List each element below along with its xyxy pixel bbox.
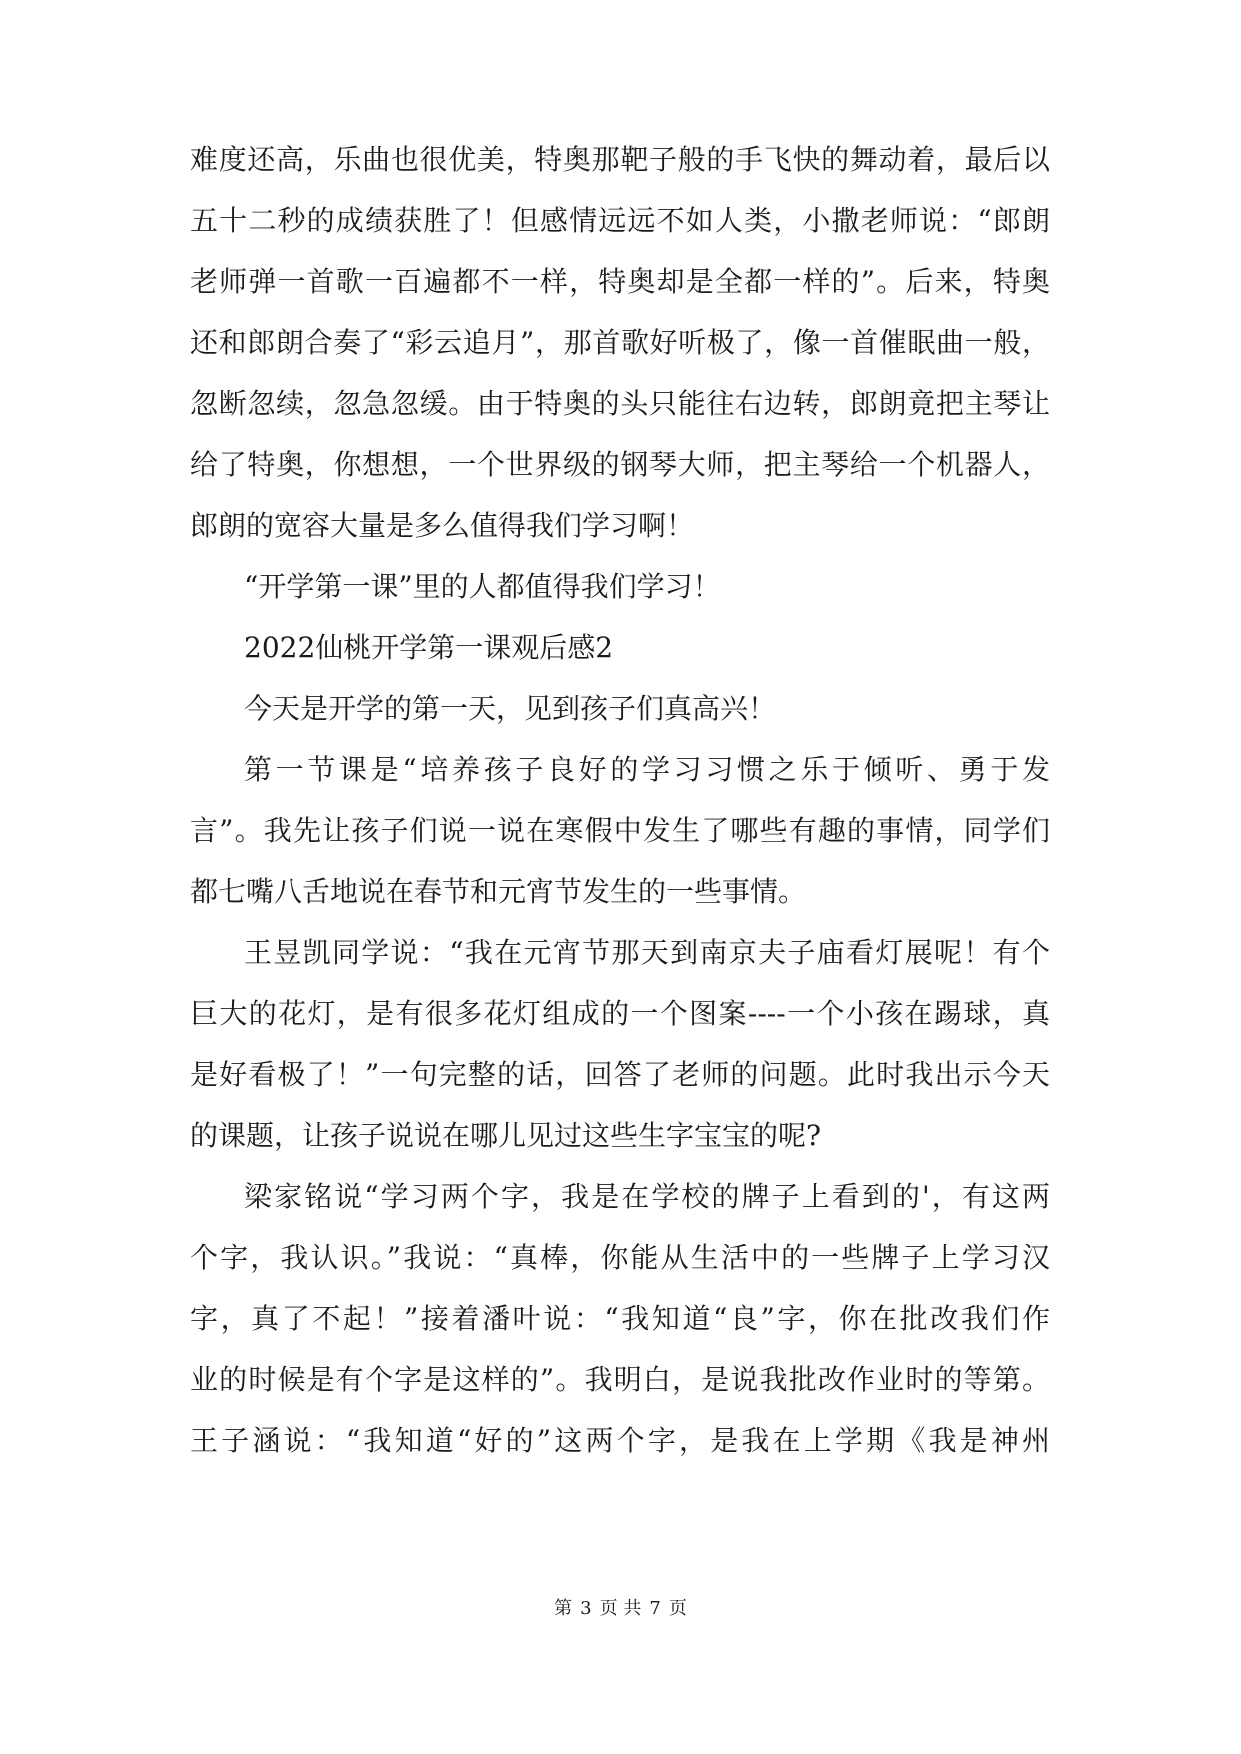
paragraph-line: 今天是开学的第一天，见到孩子们真高兴！ (244, 692, 777, 725)
body-text-line: 业的时候是有个字是这样的”。我明白，是说我批改作业时的等第。 (190, 1363, 1050, 1396)
body-text-line: 忽断忽续，忽急忽缓。由于特奥的头只能往右边转，郎朗竟把主琴让 (190, 387, 1050, 420)
body-text-line: 给了特奥，你想想，一个世界级的钢琴大师，把主琴给一个机器人， (190, 448, 1050, 481)
body-text-line: 五十二秒的成绩获胜了！但感情远远不如人类，小撒老师说：“郎朗 (190, 204, 1050, 237)
body-text-line: 言”。我先让孩子们说一说在寒假中发生了哪些有趣的事情，同学们 (190, 814, 1050, 847)
body-text-line: 巨大的花灯，是有很多花灯组成的一个图案----一个小孩在踢球，真 (190, 997, 1050, 1030)
body-text-line: 是好看极了！”一句完整的话，回答了老师的问题。此时我出示今天 (190, 1058, 1050, 1091)
body-text-line: 字，真了不起！”接着潘叶说：“我知道“良”字，你在批改我们作 (190, 1302, 1050, 1335)
paragraph-line: “开学第一课”里的人都值得我们学习！ (244, 570, 721, 603)
paragraph-line: 第一节课是“培养孩子良好的学习习惯之乐于倾听、勇于发 (244, 753, 1050, 786)
section-heading: 2022仙桃开学第一课观后感2 (244, 631, 614, 664)
body-text-line: 的课题，让孩子说说在哪儿见过这些生字宝宝的呢? (190, 1119, 822, 1152)
body-text-line: 个字，我认识。”我说：“真棒，你能从生活中的一些牌子上学习汉 (190, 1241, 1050, 1274)
page-footer (0, 1597, 1241, 1621)
footer-suffix: 页 (668, 1598, 687, 1619)
footer-middle: 页 共 (599, 1598, 642, 1619)
paragraph-line: 王昱凯同学说：“我在元宵节那天到南京夫子庙看灯展呢！有个 (244, 936, 1050, 969)
page-number: 3 (580, 1598, 592, 1619)
body-text-line: 郎朗的宽容大量是多么值得我们学习啊！ (190, 509, 695, 542)
body-text-line: 难度还高，乐曲也很优美，特奥那靶子般的手飞快的舞动着，最后以 (190, 143, 1050, 176)
footer-prefix: 第 (554, 1598, 573, 1619)
body-text-line: 还和郎朗合奏了“彩云追月”，那首歌好听极了，像一首催眠曲一般， (190, 326, 1050, 359)
body-text-line: 老师弹一首歌一百遍都不一样，特奥却是全都一样的”。后来，特奥 (190, 265, 1050, 298)
paragraph-line: 梁家铭说“学习两个字，我是在学校的牌子上看到的'，有这两 (244, 1180, 1050, 1213)
body-text-line: 王子涵说：“我知道“好的”这两个字，是我在上学期《我是神州 (190, 1424, 1050, 1457)
total-pages: 7 (649, 1598, 661, 1619)
body-text-line: 都七嘴八舌地说在春节和元宵节发生的一些事情。 (190, 875, 807, 908)
